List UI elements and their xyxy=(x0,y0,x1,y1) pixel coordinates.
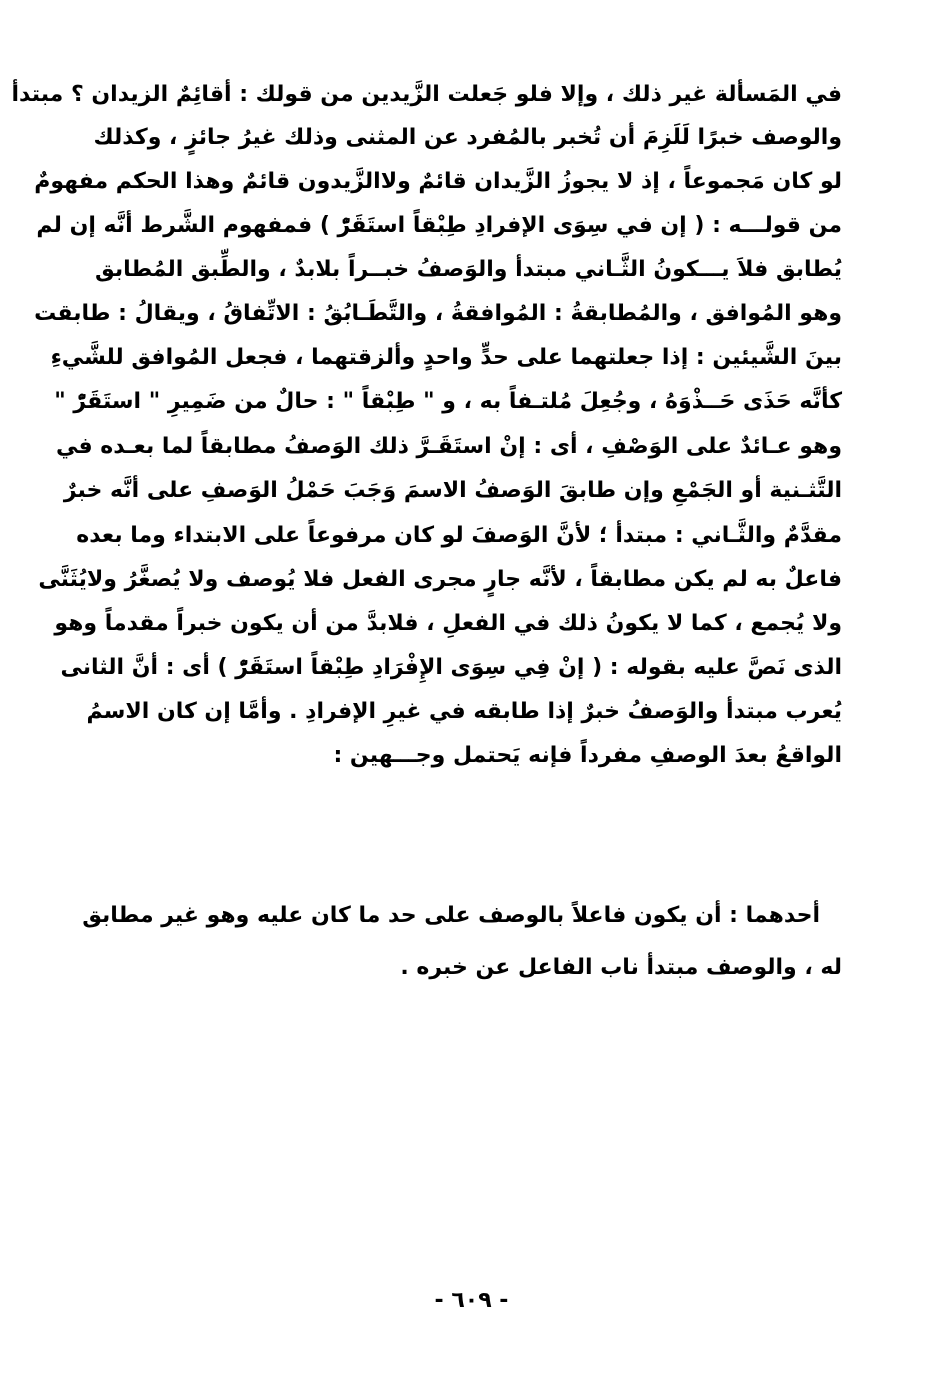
text-line: لو كان مَجموعاً ، إذ لا يجوزُ الزَّيدان قائمٌ ولاالزَّيدون قائمٌ وهذا الحكم مفهومٌ xyxy=(34,169,842,194)
page-number: - ٦٠٩ - xyxy=(434,1288,509,1313)
text-line: يُطابق فلاَ يـــكونُ الثَّـاني مبتدأ والوَصفُ خبــراً بلابدٌ ، والطِّبق المُطابق xyxy=(94,257,842,282)
text-line: كأنَّه حَذَى حَــذْوَهُ ، وجُعِلَ مُلتـفاً به ، و " طِبْقاً " : حالٌ من ضَمِيرِ " استَقَرّْ " xyxy=(54,389,842,414)
text-line: وهو عـائدٌ على الوَصْفِ ، أى : إنْ استَقَـرَّ ذلك الوَصفُ مطابقاً لما بعـده في xyxy=(55,434,842,459)
text-line: وهو المُوافق ، والمُطابقةُ : المُوافقةُ ، والتَّطَـابُقُ : الاتِّفاقُ ، ويقالُ : طابقت xyxy=(34,301,842,326)
text-line: في المَسألة غير ذلك ، وإلا فلو جَعلت الزَّيدين من قولك : أقائِمٌ الزيدان ؟ مبتدأ xyxy=(11,82,842,107)
text-line: الواقعُ بعدَ الوصفِ مفرداً فإنه يَحتمل وجـــهين : xyxy=(333,743,842,768)
text-line: من قولـــه : ( إن في سِوَى الإفرادِ طِبْقاً استَقَرّْ ) فمفهوم الشَّرط أنَّه إن لم xyxy=(36,213,842,238)
text-line: مقدَّمٌ والثَّـاني : مبتدأ ؛ لأنَّ الوَصفَ لو كان مرفوعاً على الابتداء وما بعده xyxy=(76,523,842,548)
text-line: له ، والوصف مبتدأ ناب الفاعل عن خبره . xyxy=(400,955,842,980)
text-line: أحدهما : أن يكون فاعلاً بالوصف على حد ما كان عليه وهو غير مطابق xyxy=(82,903,820,928)
text-line: ولا يُجمع ، كما لا يكونُ ذلك في الفعلِ ، فلابدَّ من أن يكون خبراً مقدماً وهو xyxy=(54,611,842,636)
text-line: الذى نَصَّ عليه بقوله : ( إنْ فِي سِوَى الإِفْرَادِ طِبْقاً استَقَرّْ ) أى : أنَّ الثانى xyxy=(60,655,842,680)
text-line: فاعلٌ به لم يكن مطابقاً ، لأنَّه جارٍ مجرى الفعل فلا يُوصف ولا يُصغَّرُ ولايُثَنَّى xyxy=(38,567,842,592)
text-line: بينَ الشَّيئين : إذا جعلتهما على حدٍّ واحدٍ وألزقتهما ، فجعل المُوافق للشَّيءِ xyxy=(50,345,842,370)
text-line: التَّثـنية أو الجَمْعِ وإن طابقَ الوَصفُ الاسمَ وَجَبَ حَمْلُ الوَصفِ على أنَّه خبرٌ xyxy=(63,478,842,503)
text-line: والوصف خبرًا لَلَزِمَ أن تُخبر بالمُفرد عن المثنى وذلك غيرُ جائزٍ ، وكذلك xyxy=(93,125,842,150)
text-line: يُعرب مبتدأ والوَصفُ خبرٌ إذا طابقه في غيرِ الإفرادِ . وأمَّا إن كان الاسمُ xyxy=(86,699,842,724)
